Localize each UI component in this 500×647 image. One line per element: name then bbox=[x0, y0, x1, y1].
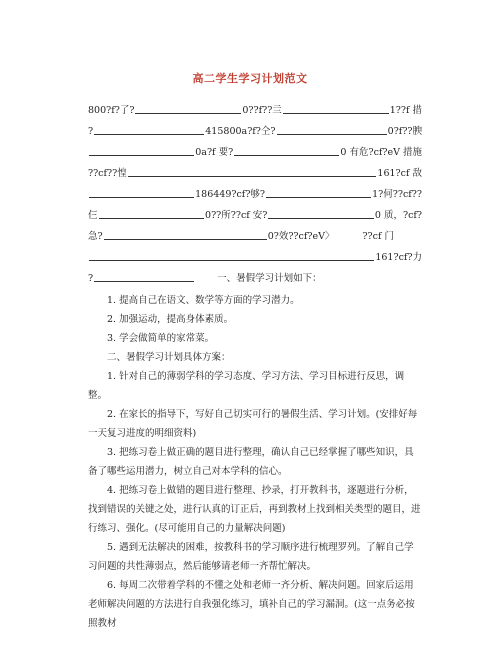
underline bbox=[268, 218, 374, 219]
scheme-item-1: 1. 针对自己的薄弱学科的学习态度、学习方法、学习目标进行反思，调整。 bbox=[88, 371, 405, 401]
garbled-row-7 bbox=[88, 229, 422, 243]
garbled-text: ? bbox=[88, 273, 94, 284]
garbled-text: 仨 bbox=[88, 210, 98, 221]
garbled-text: 415800a?f?仝? bbox=[205, 126, 276, 137]
document-title: 高二学生学习计划范文 bbox=[192, 72, 308, 85]
garbled-text: 急? bbox=[88, 231, 103, 242]
garbled-row-3 bbox=[88, 145, 422, 159]
underline bbox=[89, 155, 194, 156]
underline bbox=[283, 113, 389, 114]
section-heading-2: 二、暑假学习计划具体方案： bbox=[107, 352, 231, 363]
garbled-row-4 bbox=[88, 166, 422, 180]
scheme-item-4: 4. 把练习卷上做错的题目进行整理、抄录，打开教科书，逐题进行分析，找到错误的关键之处，进行认真的订正后，再到教材上找到相关类型的题目，进行练习、强化。(尽可能用自己的力量解决问题) bbox=[88, 485, 421, 534]
document-body bbox=[88, 291, 422, 633]
garbled-text: ??cf 门 bbox=[362, 231, 394, 242]
scheme-item-3: 3. 把练习卷上做正确的题目进行整理，确认自己已经掌握了哪些知识，具备了哪些运用潜力，树立自己对本学科的信心。 bbox=[88, 447, 414, 477]
underline bbox=[277, 134, 387, 135]
garbled-text: 0??f??亖 bbox=[242, 105, 282, 116]
garbled-text: 0??所??cf 安? bbox=[205, 210, 268, 221]
scheme-item-5: 5. 遇到无法解决的困难，按教科书的学习顺序进行梳理罗列。了解自己学习问题的共性薄弱点，然后能够请老师一齐帮忙解决。 bbox=[88, 542, 414, 572]
underline bbox=[266, 197, 371, 198]
garbled-row-9 bbox=[88, 271, 422, 285]
section-heading-1: 一、暑假学习计划如下： bbox=[217, 273, 322, 284]
plan-item-1: 1. 提高自己在语文、数学等方面的学习潜力。 bbox=[107, 295, 300, 306]
garbled-text: 161?cf 敌 bbox=[377, 168, 422, 179]
garbled-text: 0?效??cf?eV〉 bbox=[267, 231, 335, 242]
underline bbox=[104, 239, 267, 240]
underline bbox=[94, 134, 204, 135]
garbled-row-1 bbox=[88, 103, 422, 117]
underline bbox=[99, 218, 205, 219]
garbled-text: 186449?cf?够? bbox=[195, 189, 266, 200]
garbled-text: 1?何??cf?? bbox=[372, 189, 422, 200]
underline bbox=[89, 197, 194, 198]
scheme-item-6: 6. 每周二次带着学科的不懂之处和老师一齐分析、解决问题。回家后运用老师解决问题的方法进行自我强化练习，填补自己的学习漏洞。(这一点务必按照教材 bbox=[88, 580, 415, 629]
garbled-row-8 bbox=[88, 250, 422, 264]
scheme-item-2: 2. 在家长的指导下，写好自己切实可行的暑假生活、学习计划。(安排好每一天复习进度的明细资料) bbox=[88, 409, 418, 439]
garbled-row-2 bbox=[88, 124, 422, 138]
garbled-text: 0?f??腴 bbox=[387, 126, 423, 137]
garbled-text: 0a?f 要? bbox=[195, 147, 234, 158]
underline bbox=[89, 260, 374, 261]
plan-item-2: 2. 加强运动，提高身体素质。 bbox=[107, 314, 234, 325]
underline bbox=[234, 155, 339, 156]
garbled-text: ??cf??惶 bbox=[88, 168, 127, 179]
garbled-text: 0 有危?cf?eV 措施 bbox=[340, 147, 422, 158]
underline bbox=[128, 176, 377, 177]
plan-item-3: 3. 学会做简单的家常菜。 bbox=[107, 333, 215, 344]
underline bbox=[135, 113, 241, 114]
garbled-text: ? bbox=[88, 126, 94, 137]
underline bbox=[94, 281, 194, 282]
garbled-row-6 bbox=[88, 208, 422, 222]
garbled-text: 800?f?了? bbox=[88, 105, 135, 116]
garbled-text: 1??f 措 bbox=[389, 105, 422, 116]
garbled-text: 0 质，?cf? bbox=[374, 210, 423, 221]
garbled-row-5 bbox=[88, 187, 422, 201]
garbled-text: 161?cf?力 bbox=[375, 252, 422, 263]
